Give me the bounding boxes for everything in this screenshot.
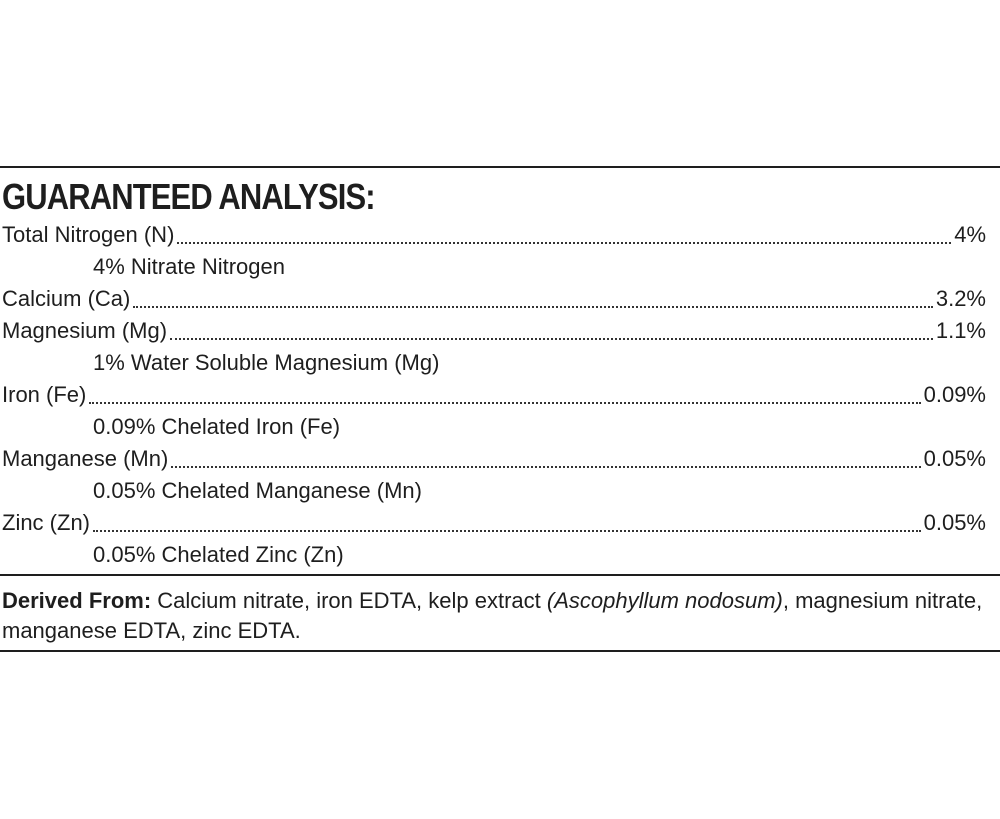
nutrient-value: 0.05% [923, 446, 986, 471]
dot-leader [177, 241, 951, 244]
middle-rule [0, 574, 1000, 576]
analysis-row-zinc [0, 507, 986, 539]
analysis-subrow-chelated-iron: 0.09% Chelated Iron (Fe) [93, 414, 341, 439]
dot-leader [171, 465, 920, 468]
analysis-subrow-chelated-manganese: 0.05% Chelated Manganese (Mn) [93, 478, 422, 503]
analysis-subrow-nitrate-nitrogen: 4% Nitrate Nitrogen [93, 254, 285, 279]
dot-leader [93, 529, 921, 532]
top-rule [0, 166, 1000, 168]
derived-from-label: Derived From: [2, 588, 152, 613]
analysis-row-total-nitrogen [0, 219, 986, 251]
derived-from-italic: (Ascophyllum nodosum) [546, 588, 783, 613]
analysis-list [0, 219, 1000, 571]
analysis-row-iron [0, 379, 986, 411]
nutrient-value: 0.05% [923, 510, 986, 535]
nutrient-name: Iron (Fe) [2, 382, 87, 407]
guaranteed-analysis-heading: GUARANTEED ANALYSIS: [2, 176, 375, 217]
dot-leader [170, 337, 933, 340]
nutrient-name: Calcium (Ca) [2, 286, 131, 311]
dot-leader [89, 401, 920, 404]
nutrient-value: 4% [954, 222, 986, 247]
nutrient-value: 0.09% [923, 382, 986, 407]
analysis-row-manganese [0, 443, 986, 475]
nutrient-name: Zinc (Zn) [2, 510, 90, 535]
dot-leader [133, 305, 932, 308]
nutrient-name: Magnesium (Mg) [2, 318, 168, 343]
derived-from-text-after: , magnesium nitrate, manganese EDTA, zinc EDTA. [2, 588, 983, 643]
nutrient-name: Manganese (Mn) [2, 446, 169, 471]
analysis-row-magnesium [0, 315, 986, 347]
analysis-subrow-water-soluble-magnesium: 1% Water Soluble Magnesium (Mg) [93, 350, 440, 375]
derived-from-text-before: Calcium nitrate, iron EDTA, kelp extract [151, 588, 547, 613]
analysis-subrow-chelated-zinc: 0.05% Chelated Zinc (Zn) [93, 542, 344, 567]
derived-from-paragraph [2, 586, 992, 646]
analysis-row-calcium [0, 283, 986, 315]
nutrient-value: 1.1% [935, 318, 986, 343]
bottom-rule [0, 650, 1000, 652]
nutrient-value: 3.2% [935, 286, 986, 311]
nutrient-name: Total Nitrogen (N) [2, 222, 175, 247]
